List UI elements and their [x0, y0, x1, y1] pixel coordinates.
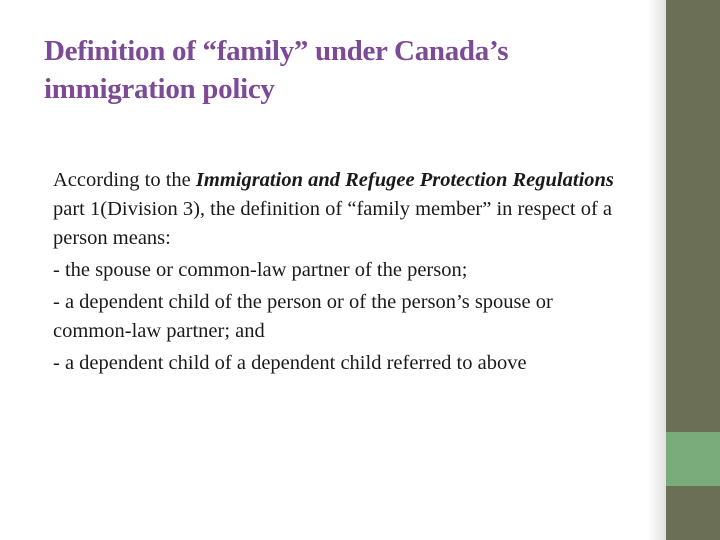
- sidebar-accent-block: [666, 432, 720, 486]
- intro-paragraph: [53, 166, 633, 253]
- intro-lead: According to the: [53, 169, 196, 191]
- list-item-grandchild: - a dependent child of a dependent child referred to above: [53, 352, 527, 374]
- slide-body: [53, 166, 633, 381]
- regulation-name: Immigration and Refugee Protection Regulations: [195, 169, 614, 191]
- sidebar-shadow: [648, 0, 666, 540]
- list-item-spouse: - the spouse or common-law partner of the person;: [53, 259, 468, 281]
- list-item-dependent-child: - a dependent child of the person or of the person’s spouse or common-law partner; and: [53, 291, 553, 342]
- slide-title: Definition of “family” under Canada’s immigration policy: [44, 35, 509, 105]
- intro-rest: part 1(Division 3), the definition of “family member” in respect of a person means:: [53, 198, 613, 249]
